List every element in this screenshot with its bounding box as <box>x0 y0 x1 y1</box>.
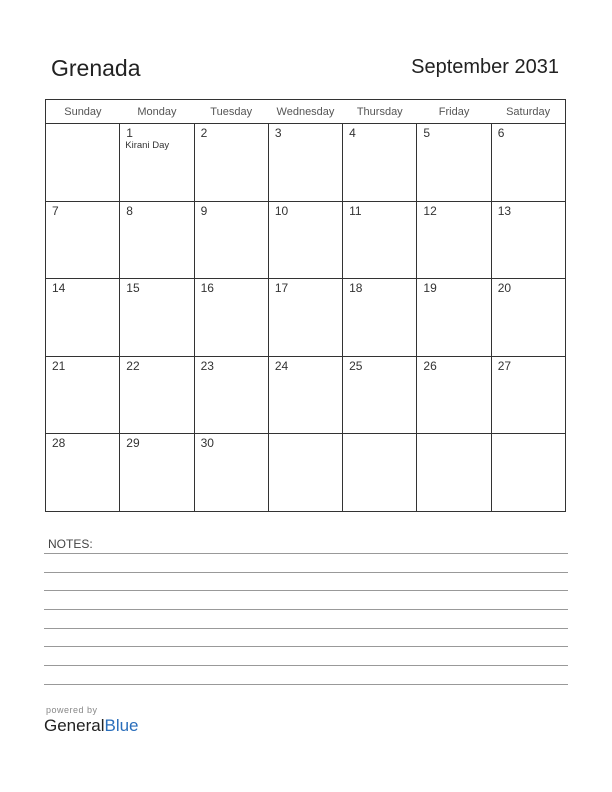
day-cell <box>417 124 491 202</box>
day-number: 26 <box>423 358 437 373</box>
day-cell <box>194 434 268 512</box>
day-cell <box>120 124 194 202</box>
day-number: 8 <box>126 203 133 218</box>
day-cell <box>46 201 120 279</box>
day-number: 18 <box>349 281 363 296</box>
day-cell <box>491 201 565 279</box>
day-cell <box>417 356 491 434</box>
day-cell <box>120 201 194 279</box>
day-number: 15 <box>126 281 140 296</box>
day-number: 24 <box>274 358 289 373</box>
week-row <box>46 124 566 202</box>
day-cell <box>343 356 417 434</box>
day-number: 5 <box>423 126 431 140</box>
day-number: 23 <box>200 358 214 373</box>
week-row <box>46 201 566 279</box>
day-cell <box>343 434 417 512</box>
day-number: 9 <box>200 203 208 218</box>
day-number: 13 <box>497 203 512 218</box>
day-cell <box>417 279 491 357</box>
day-number: 10 <box>274 203 289 218</box>
notes-line <box>44 646 568 647</box>
weekday-saturday: Saturday <box>491 100 565 124</box>
day-cell <box>343 124 417 202</box>
day-cell <box>194 201 268 279</box>
day-cell <box>120 434 194 512</box>
day-cell <box>268 356 342 434</box>
day-cell <box>194 124 268 202</box>
day-number: 11 <box>349 203 362 218</box>
notes-line <box>44 572 568 573</box>
day-cell <box>120 356 194 434</box>
logo-general-text: General <box>44 716 105 735</box>
day-cell <box>120 279 194 357</box>
day-cell <box>417 201 491 279</box>
day-number: 6 <box>497 126 505 140</box>
day-cell <box>268 434 342 512</box>
day-number: 12 <box>423 203 437 218</box>
notes-line <box>44 609 568 610</box>
day-cell <box>343 279 417 357</box>
day-number: 25 <box>349 358 363 373</box>
day-number: 2 <box>200 126 208 140</box>
holiday-label: Kirani Day <box>125 140 170 151</box>
day-number: 22 <box>126 358 140 373</box>
day-number: 20 <box>497 281 512 296</box>
day-cell <box>46 434 120 512</box>
day-cell <box>491 279 565 357</box>
powered-by-text: powered by <box>46 705 98 715</box>
notes-line <box>44 553 568 554</box>
day-number: 30 <box>200 436 214 451</box>
day-cell <box>343 201 417 279</box>
day-number: 29 <box>126 436 140 451</box>
day-cell <box>268 124 342 202</box>
notes-label: NOTES: <box>48 537 93 551</box>
day-number: 19 <box>423 281 437 296</box>
logo-blue-text: Blue <box>104 716 139 735</box>
day-number: 16 <box>200 281 214 296</box>
day-cell <box>491 124 565 202</box>
day-number: 7 <box>52 203 59 218</box>
generalblue-logo <box>44 716 139 736</box>
weekday-wednesday: Wednesday <box>268 100 342 124</box>
day-cell <box>194 356 268 434</box>
day-cell <box>491 434 565 512</box>
day-number: 27 <box>497 358 512 373</box>
day-cell <box>268 279 342 357</box>
day-cell <box>46 124 120 202</box>
weekday-header-row <box>46 100 566 124</box>
month-year-title: September 2031 <box>411 56 559 78</box>
notes-line <box>44 590 568 591</box>
day-number: 14 <box>52 281 66 296</box>
day-cell <box>268 201 342 279</box>
notes-line <box>44 665 568 666</box>
weekday-tuesday: Tuesday <box>194 100 268 124</box>
day-cell <box>46 279 120 357</box>
weekday-sunday: Sunday <box>46 100 120 124</box>
week-row <box>46 434 566 512</box>
day-cell <box>491 356 565 434</box>
day-number: 17 <box>274 281 289 296</box>
notes-line <box>44 684 568 685</box>
day-cell <box>46 356 120 434</box>
weekday-thursday: Thursday <box>343 100 417 124</box>
day-number: 21 <box>52 358 66 373</box>
day-number: 4 <box>349 126 356 140</box>
day-cell <box>417 434 491 512</box>
calendar-grid <box>45 99 566 512</box>
week-row <box>46 356 566 434</box>
weekday-monday: Monday <box>120 100 194 124</box>
day-cell <box>194 279 268 357</box>
notes-line <box>44 628 568 629</box>
day-number: 28 <box>52 436 66 451</box>
country-title: Grenada <box>51 55 141 81</box>
day-number: 3 <box>274 126 282 140</box>
week-row <box>46 279 566 357</box>
weekday-friday: Friday <box>417 100 491 124</box>
day-number: 1 <box>126 126 133 140</box>
